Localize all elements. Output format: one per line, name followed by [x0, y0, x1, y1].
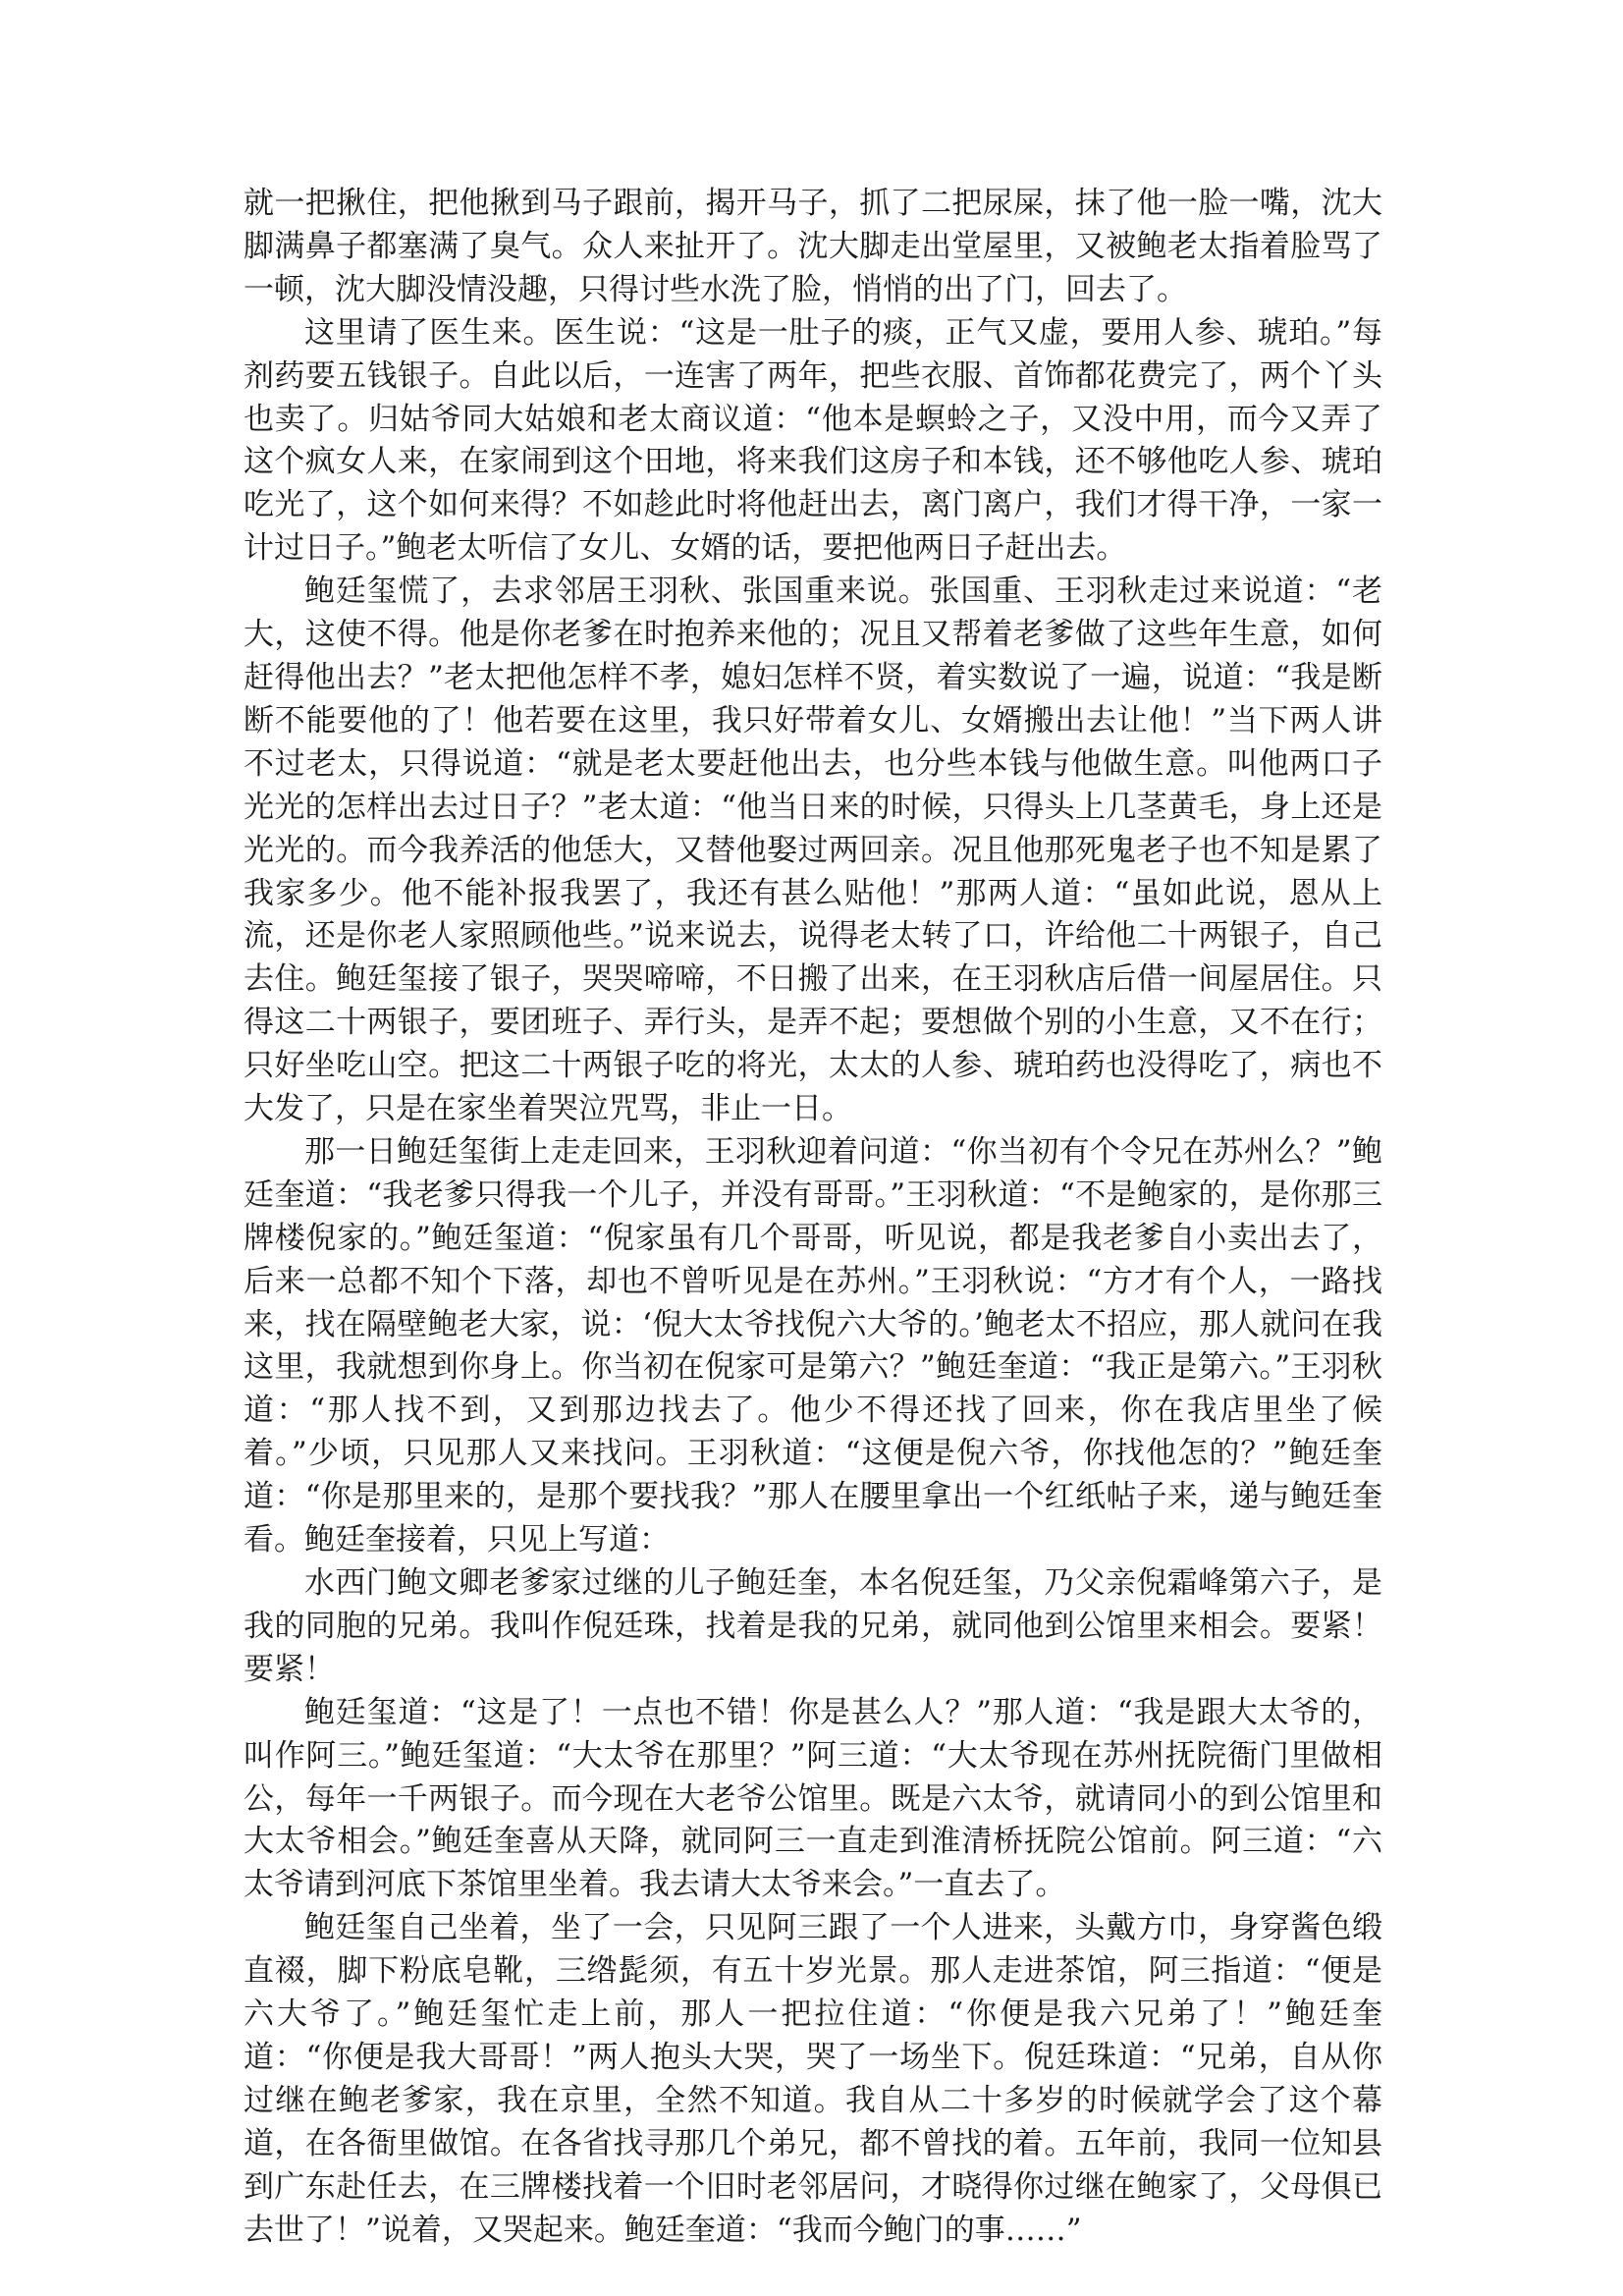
paragraph-3: 鲍廷玺慌了，去求邻居王羽秋、张国重来说。张国重、王羽秋走过来说道：“老大，这使不得。他是你老爹在时抱养来他的；况且又帮着老爹做了这些年生意，如何赶得他出去？”老太把他怎样不孝，媳妇怎样不贤，着实数说了一遍，说道：“我是断断不能要他的了！他若要在这里，我只好带着女儿、女婿搬出去让他！”当下两人讲不过老太，只得说道：“就是老太要赶他出去，也分些本钱与他做生意。叫他两口子光光的怎样出去过日子？”老太道：“他当日来的时候，只得头上几茎黄毛，身上还是光光的。而今我养活的他恁大，又替他娶过两回亲。况且他那死鬼老子也不知是累了我家多少。他不能补报我罢了，我还有甚么贴他！”那两人道：“虽如此说，恩从上流，还是你老人家照顾他些。”说来说去，说得老太转了口，许给他二十两银子，自己去住。鲍廷玺接了银子，哭哭啼啼，不日搬了出来，在王羽秋店后借一间屋居住。只得这二十两银子，要团班子、弄行头，是弄不起；要想做个别的小生意，又不在行；只好坐吃山空。把这二十两银子吃的将光，太太的人参、琥珀药也没得吃了，病也不大发了，只是在家坐着哭泣咒骂，非止一日。	[243, 574, 1382, 1127]
body-text	[243, 183, 1382, 2253]
paragraph-2: 这里请了医生来。医生说：“这是一肚子的痰，正气又虚，要用人参、琥珀。”每剂药要五钱银子。自此以后，一连害了两年，把些衣服、首饰都花费完了，两个丫头也卖了。归姑爷同大姑娘和老太商议道：“他本是螟蛉之子，又没中用，而今又弄了这个疯女人来，在家闹到这个田地，将来我们这房子和本钱，还不够他吃人参、琥珀吃光了，这个如何来得？不如趁此时将他赶出去，离门离户，我们才得干净，一家一计过日子。”鲍老太听信了女儿、女婿的话，要把他两日子赶出去。	[243, 314, 1382, 567]
paragraph-1: 就一把揪住，把他揪到马子跟前，揭开马子，抓了二把尿屎，抹了他一脸一嘴，沈大脚满鼻子都塞满了臭气。众人来扯开了。沈大脚走出堂屋里，又被鲍老太指着脸骂了一顿，沈大脚没情没趣，只得讨些水洗了脸，悄悄的出了门，回去了。	[243, 186, 1382, 307]
paragraph-6: 鲍廷玺道：“这是了！一点也不错！你是甚么人？”那人道：“我是跟大太爷的，叫作阿三。”鲍廷玺道：“大太爷在那里？”阿三道：“大太爷现在苏州抚院衙门里做相公，每年一千两银子。而今现在大老爷公馆里。既是六太爷，就请同小的到公馆里和大太爷相会。”鲍廷奎喜从天降，就同阿三一直走到淮清桥抚院公馆前。阿三道：“六太爷请到河底下茶馆里坐着。我去请大太爷来会。”一直去了。	[243, 1694, 1382, 1903]
paragraph-4: 那一日鲍廷玺街上走走回来，王羽秋迎着问道：“你当初有个令兄在苏州么？”鲍廷奎道：“我老爹只得我一个儿子，并没有哥哥。”王羽秋道：“不是鲍家的，是你那三牌楼倪家的。”鲍廷玺道：“倪家虽有几个哥哥，听见说，都是我老爹自小卖出去了，后来一总都不知个下落，却也不曾听见是在苏州。”王羽秋说：“方才有个人，一路找来，找在隔壁鲍老大家，说：‘倪大太爷找倪六大爷的。’鲍老太不招应，那人就问在我这里，我就想到你身上。你当初在倪家可是第六？”鲍廷奎道：“我正是第六。”王羽秋道：“那人找不到，又到那边找去了。他少不得还找了回来，你在我店里坐了候着。”少顷，只见那人又来找问。王羽秋道：“这便是倪六爷，你找他怎的？”鲍廷奎道：“你是那里来的，是那个要找我？”那人在腰里拿出一个红纸帖子来，递与鲍廷奎看。鲍廷奎接着，只见上写道：	[243, 1133, 1382, 1558]
paragraph-5-note-text: 水西门鲍文卿老爹家过继的儿子鲍廷奎，本名倪廷玺，乃父亲倪霜峰第六子，是我的同胞的兄弟。我叫作倪廷珠，找着是我的兄弟，就同他到公馆里来相会。要紧！要紧！	[243, 1565, 1382, 1687]
paragraph-7: 鲍廷玺自己坐着，坐了一会，只见阿三跟了一个人进来，头戴方巾，身穿酱色缎直裰，脚下粉底皂靴，三绺髭须，有五十岁光景。那人走进茶馆，阿三指道：“便是六大爷了。”鲍廷玺忙走上前，那人一把拉住道：“你便是我六兄弟了！”鲍廷奎道：“你便是我大哥哥！”两人抱头大哭，哭了一场坐下。倪廷珠道：“兄弟，自从你过继在鲍老爹家，我在京里，全然不知道。我自从二十多岁的时候就学会了这个幕道，在各衙里做馆。在各省找寻那几个弟兄，都不曾找的着。五年前，我同一位知县到广东赴任去，在三牌楼找着一个旧时老邻居问，才晓得你过继在鲍家了，父母俱已去世了！”说着，又哭起来。鲍廷奎道：“我而今鲍门的事……”	[243, 1910, 1382, 2248]
